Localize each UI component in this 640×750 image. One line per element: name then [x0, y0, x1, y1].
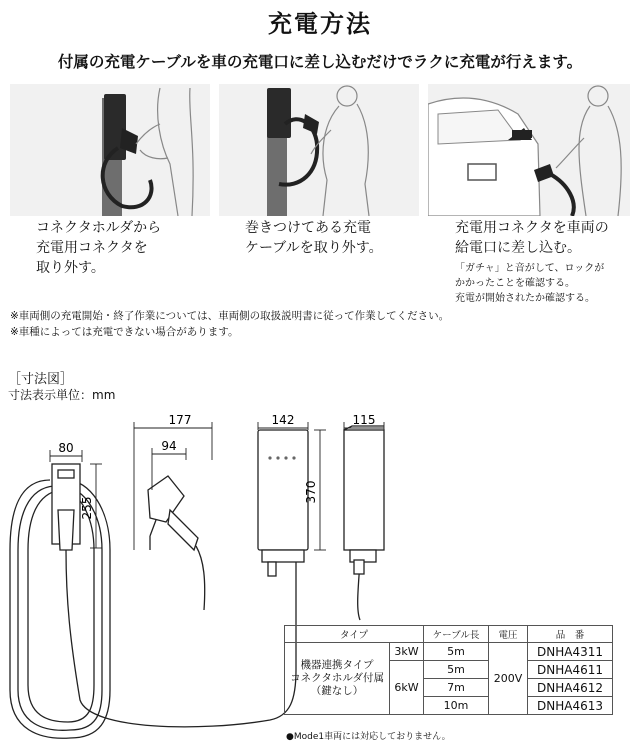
type-name-cell: 機器連携タイプ コネクタホルダ付属 （鍵なし） [285, 643, 390, 715]
table-row: 10m DNHA4613 [285, 697, 613, 715]
dim-177-label: 177 [168, 413, 192, 427]
dim-255-label: 255 [80, 496, 94, 520]
step3-illustration [428, 84, 630, 216]
voltage-cell: 200V [489, 643, 528, 715]
lead-text: 付属の充電ケーブルを車の充電口に差し込むだけでラクに充電が行えます。 [57, 53, 583, 71]
step1-illustration [10, 84, 210, 216]
note-1: ※車両側の充電開始・終了作業については、車両側の取扱説明書に従って作業してください。 [10, 310, 450, 322]
step2-illustration [219, 84, 419, 216]
dimension-unit: 寸法表示単位：mm [8, 388, 116, 402]
page-title: 充電方法 [268, 10, 372, 38]
header-cable-length: ケーブル長 [424, 626, 489, 643]
step1-text: コネクタホルダから 充電用コネクタを 取り外す。 [36, 220, 162, 276]
dimension-heading: ［寸法図］ [8, 372, 74, 387]
step2-text: 巻きつけてある充電 ケーブルを取り外す。 [245, 220, 383, 256]
header-model: 品 番 [528, 626, 613, 643]
step3-text: 充電用コネクタを車両の 給電口に差し込む。 [455, 220, 609, 256]
table-row: 6kW 5m DNHA4611 [285, 661, 613, 679]
table-footnote: ●Mode1車両には対応しておりません。 [286, 732, 451, 742]
dim-142-label: 142 [271, 413, 295, 427]
spec-table [284, 625, 613, 715]
dim-115-label: 115 [352, 413, 376, 427]
table-row: 7m DNHA4612 [285, 679, 613, 697]
dim-80-label: 80 [58, 441, 74, 455]
header-type: タイプ [285, 626, 424, 643]
dim-370-label: 370 [304, 480, 318, 504]
dim-94-label: 94 [161, 439, 177, 453]
table-row: 機器連携タイプ コネクタホルダ付属 （鍵なし） 3kW 5m 200V DNHA4311 [285, 643, 613, 661]
header-voltage: 電圧 [489, 626, 528, 643]
step3-note: 「ガチャ」と音がして、ロックが かかったことを確認する。 充電が開始されたか確認する。 [455, 263, 605, 304]
note-2: ※車種によっては充電できない場合があります。 [10, 326, 239, 338]
